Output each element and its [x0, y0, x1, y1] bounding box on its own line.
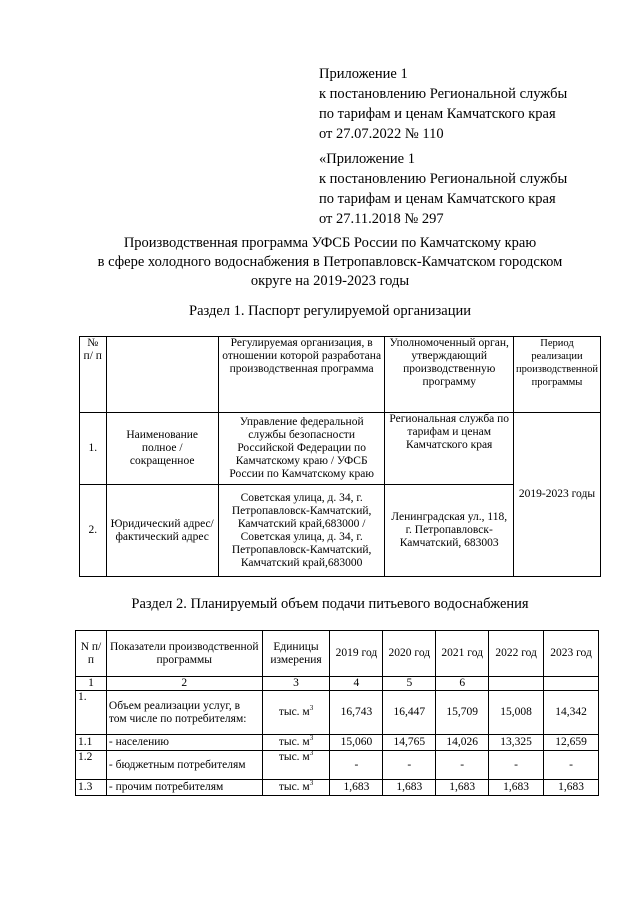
col-header-org: Регулируемая организация, в отношении которой разработана производственная программа: [218, 337, 385, 413]
row-num: 1.3: [76, 780, 107, 796]
index-cell: 3: [262, 677, 330, 691]
title-line: Производственная программа УФСБ России по Камчатскому краю: [123, 235, 537, 251]
table-header-row: [76, 631, 599, 677]
value-cell: 1,683: [489, 780, 544, 796]
value-cell: 1,683: [383, 780, 436, 796]
table-row: [76, 751, 599, 780]
value-cell: 1,683: [544, 780, 599, 796]
period-value: 2019-2023 годы: [513, 413, 600, 577]
col-header-num: N п/п: [76, 631, 107, 677]
row-num: 1.2: [76, 751, 107, 780]
table-header-row: [80, 337, 601, 413]
col-header-year: 2021 год: [436, 631, 489, 677]
section1-heading: Раздел 1. Паспорт регулируемой организации: [189, 303, 471, 319]
value-cell: -: [489, 751, 544, 780]
col-header-agency: Уполномоченный орган, утверждающий производственную программу: [385, 337, 514, 413]
row-num: 2.: [80, 485, 107, 577]
row-agency: Ленинградская ул., 118, г. Петропавловск-Камчатский, 683003: [385, 485, 514, 577]
header-line: к постановлению Региональной службы: [319, 171, 568, 187]
row-unit: тыс. $м^3$: [262, 780, 330, 796]
value-cell: -: [383, 751, 436, 780]
organization-passport-table: [79, 336, 601, 577]
row-num: 1.: [76, 691, 107, 735]
value-cell: 16,447: [383, 691, 436, 735]
row-org: Управление федеральной службы безопасности Российской Федерации по Камчатскому краю / УФСБ России по Камчатскому краю: [218, 413, 385, 485]
header-line: от 27.11.2018 № 297: [319, 211, 444, 227]
value-cell: 12,659: [544, 735, 599, 751]
row-name: - прочим потребителям: [106, 780, 262, 796]
col-header-year: 2022 год: [489, 631, 544, 677]
value-cell: 14,026: [436, 735, 489, 751]
water-supply-volume-table: [75, 630, 599, 796]
col-header-blank: [106, 337, 218, 413]
header-line: Приложение 1: [319, 66, 408, 82]
index-row: [76, 677, 599, 691]
value-cell: 1,683: [436, 780, 489, 796]
col-header-unit: Единицы измерения: [262, 631, 330, 677]
index-cell: [489, 677, 544, 691]
value-cell: -: [544, 751, 599, 780]
index-cell: 2: [106, 677, 262, 691]
row-num: 1.: [80, 413, 107, 485]
table-row: [76, 735, 599, 751]
index-cell: 4: [330, 677, 383, 691]
row-num: 1.1: [76, 735, 107, 751]
row-name: - населению: [106, 735, 262, 751]
index-cell: 5: [383, 677, 436, 691]
header-line: по тарифам и ценам Камчатского края: [319, 106, 556, 122]
row-org: Советская улица, д. 34, г. Петропавловск-Камчатский, Камчатский край,683000 / Советская улица, д. 34, г. Петропавловск-Камчатский, Камчатский край,683000: [218, 485, 385, 577]
value-cell: 14,342: [544, 691, 599, 735]
value-cell: 13,325: [489, 735, 544, 751]
title-line: в сфере холодного водоснабжения в Петропавловск-Камчатском городском: [97, 254, 563, 270]
col-header-indicator: Показатели производственной программы: [106, 631, 262, 677]
row-label: Наименование полное / сокращенное: [106, 413, 218, 485]
col-header-year: 2020 год: [383, 631, 436, 677]
row-unit: тыс. $м^3$: [262, 691, 330, 735]
appendix-header: [319, 64, 567, 144]
row-label: Юридический адрес/фактический адрес: [106, 485, 218, 577]
value-cell: -: [436, 751, 489, 780]
value-cell: 16,743: [330, 691, 383, 735]
value-cell: 15,008: [489, 691, 544, 735]
header-line: от 27.07.2022 № 110: [319, 126, 444, 142]
value-cell: 1,683: [330, 780, 383, 796]
header-line: по тарифам и ценам Камчатского края: [319, 191, 556, 207]
header-line: «Приложение 1: [319, 151, 415, 167]
row-name: Объем реализации услуг, в том числе по потребителям:: [106, 691, 262, 735]
document-title: [40, 234, 620, 291]
value-cell: -: [330, 751, 383, 780]
table-row: [80, 413, 601, 485]
col-header-year: 2023 год: [544, 631, 599, 677]
section2-heading: Раздел 2. Планируемый объем подачи питьевого водоснабжения: [131, 596, 529, 612]
row-agency: Региональная служба по тарифам и ценам Камчатского края: [385, 413, 514, 485]
value-cell: 15,060: [330, 735, 383, 751]
title-line: округе на 2019-2023 годы: [250, 273, 410, 289]
index-cell: 6: [436, 677, 489, 691]
row-unit: тыс. $м^3$: [262, 735, 330, 751]
index-cell: [544, 677, 599, 691]
header-line: к постановлению Региональной службы: [319, 86, 568, 102]
row-unit: тыс. $м^3$: [262, 751, 330, 780]
index-cell: 1: [76, 677, 107, 691]
col-header-period: Период реализации производственной программы: [513, 337, 600, 413]
col-header-year: 2019 год: [330, 631, 383, 677]
table-row: [76, 780, 599, 796]
original-appendix-header: [319, 149, 567, 229]
row-name: - бюджетным потребителям: [106, 751, 262, 780]
col-header-num: № п/ п: [80, 337, 107, 413]
table-row: [76, 691, 599, 735]
value-cell: 14,765: [383, 735, 436, 751]
value-cell: 15,709: [436, 691, 489, 735]
